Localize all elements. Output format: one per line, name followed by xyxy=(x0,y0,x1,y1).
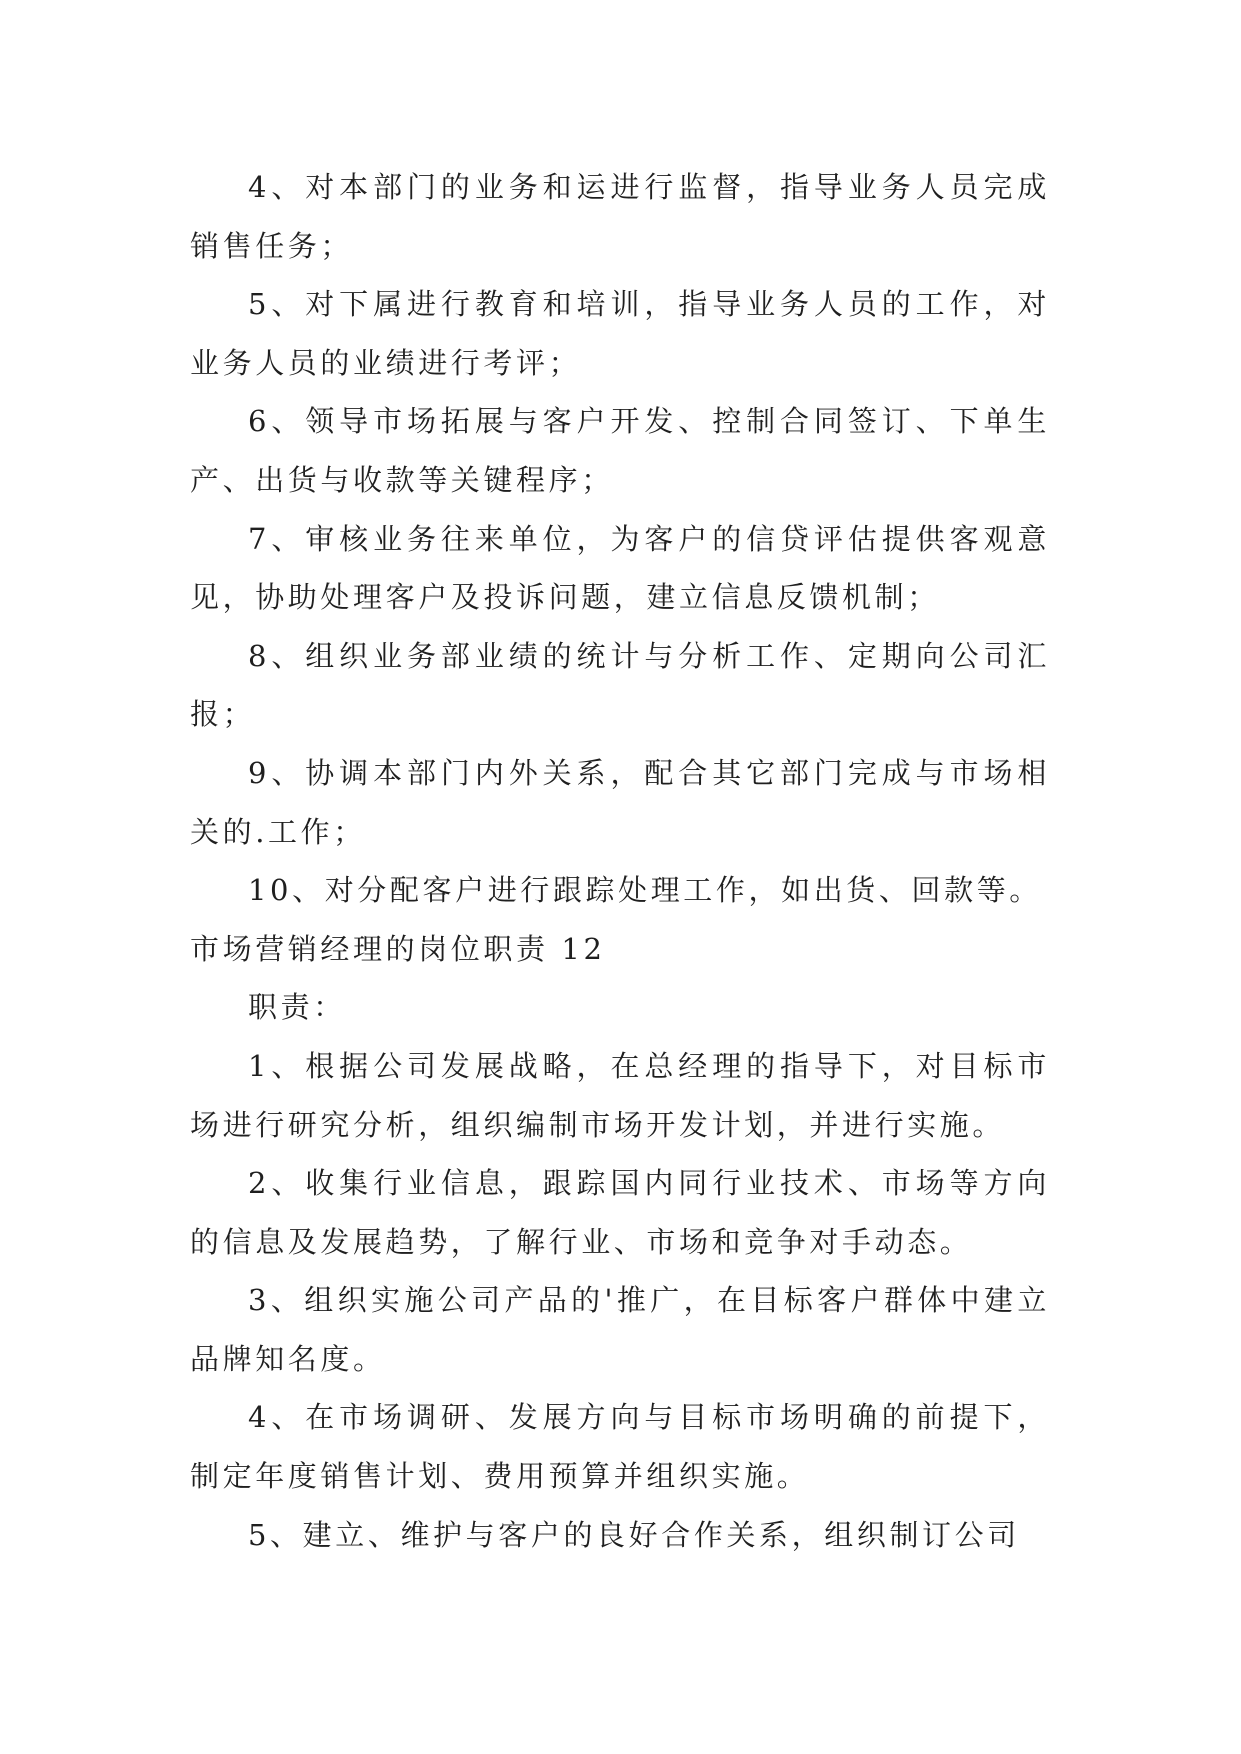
section-heading: 市场营销经理的岗位职责 12 xyxy=(190,931,606,966)
paragraph-item-4: 4、在市场调研、发展方向与目标市场明确的前提下，制定年度销售计划、费用预算并组织实施。 xyxy=(190,1400,1050,1494)
paragraph-duty-9: 9、协调本部门内外关系，配合其它部门完成与市场相关的.工作； xyxy=(190,755,1050,849)
paragraph-item-5: 5、建立、维护与客户的良好合作关系，组织制订公司 xyxy=(248,1517,1020,1552)
paragraph-duty-4: 4、对本部门的业务和运进行监督，指导业务人员完成销售任务； xyxy=(190,170,1050,263)
paragraph-item-1: 1、根据公司发展战略，在总经理的指导下，对目标市场进行研究分析，组织编制市场开发计划，并进行实施。 xyxy=(190,1048,1050,1142)
paragraph-duty-10: 10、对分配客户进行跟踪处理工作，如出货、回款等。 xyxy=(248,873,1042,908)
paragraph-item-2: 2、收集行业信息，跟踪国内同行业技术、市场等方向的信息及发展趋势，了解行业、市场和竞争对手动态。 xyxy=(190,1166,1050,1259)
paragraph-duty-5: 5、对下属进行教育和培训，指导业务人员的工作，对业务人员的业绩进行考评； xyxy=(190,287,1050,380)
paragraph-duty-8: 8、组织业务部业绩的统计与分析工作、定期向公司汇报； xyxy=(190,638,1050,732)
paragraph-item-3: 3、组织实施公司产品的'推广，在目标客户群体中建立品牌知名度。 xyxy=(190,1283,1050,1376)
paragraph-duty-6: 6、领导市场拓展与客户开发、控制合同签订、下单生产、出货与收款等关键程序； xyxy=(190,404,1050,497)
paragraph-duty-7: 7、审核业务往来单位，为客户的信贷评估提供客观意见，协助处理客户及投诉问题，建立信息反馈机制； xyxy=(190,521,1050,615)
subheading-duties: 职责： xyxy=(248,990,346,1025)
document-body xyxy=(190,158,1050,1564)
